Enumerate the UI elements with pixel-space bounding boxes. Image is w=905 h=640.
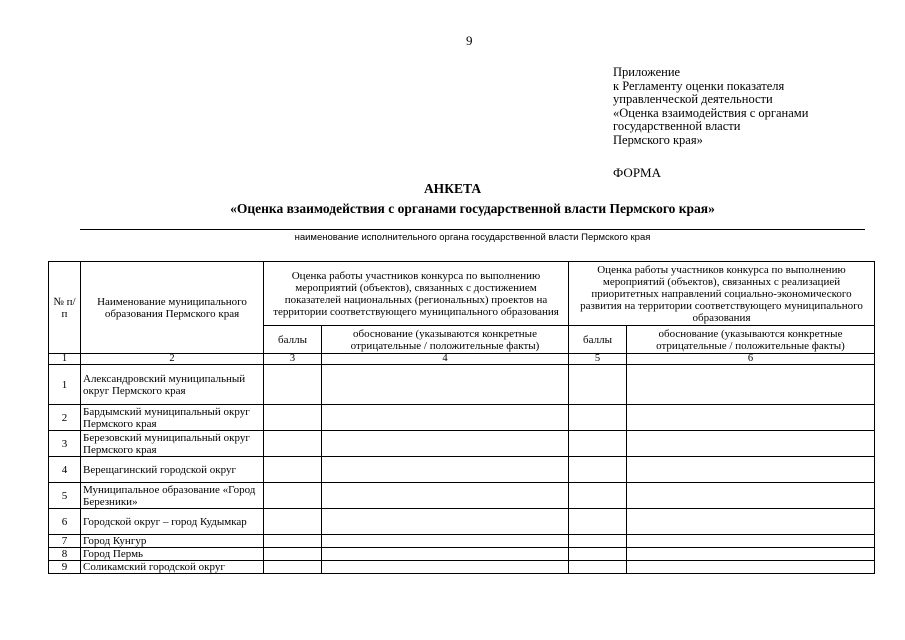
table-row bbox=[49, 365, 875, 405]
justification-cell[interactable] bbox=[322, 483, 569, 509]
header-group-national-projects: Оценка работы участников конкурса по выполнению мероприятий (объектов), связанных с достижением показателей национальных (региональных) проектов на территории соответствующего муниципального образования bbox=[264, 262, 569, 326]
municipality-name: Город Пермь bbox=[81, 548, 264, 561]
justification-cell[interactable] bbox=[322, 365, 569, 405]
score-cell[interactable] bbox=[264, 535, 322, 548]
row-number: 4 bbox=[49, 457, 81, 483]
table-row bbox=[49, 431, 875, 457]
page-number: 9 bbox=[466, 33, 473, 48]
justification-cell[interactable] bbox=[627, 431, 875, 457]
row-number: 3 bbox=[49, 431, 81, 457]
row-number: 6 bbox=[49, 509, 81, 535]
header-justification: обоснование (указываются конкретные отрицательные / положительные факты) bbox=[322, 326, 569, 354]
justification-cell[interactable] bbox=[627, 457, 875, 483]
justification-cell[interactable] bbox=[627, 483, 875, 509]
table-row bbox=[49, 548, 875, 561]
table-row bbox=[49, 405, 875, 431]
justification-cell[interactable] bbox=[322, 405, 569, 431]
appendix-line: государственной власти bbox=[613, 119, 741, 134]
justification-cell[interactable] bbox=[627, 548, 875, 561]
appendix-line: Приложение bbox=[613, 65, 681, 79]
header-justification: обоснование (указываются конкретные отрицательные / положительные факты) bbox=[627, 326, 875, 354]
document-title: АНКЕТА bbox=[423, 181, 482, 196]
column-index: 4 bbox=[322, 354, 569, 365]
header-number: № п/п bbox=[49, 262, 81, 354]
form-label: ФОРМА bbox=[613, 165, 661, 180]
column-index: 1 bbox=[49, 354, 81, 365]
header-score: баллы bbox=[264, 326, 322, 354]
score-cell[interactable] bbox=[264, 509, 322, 535]
column-index: 3 bbox=[264, 354, 322, 365]
appendix-line: управленческой деятельности bbox=[613, 92, 773, 107]
score-cell[interactable] bbox=[569, 509, 627, 535]
municipality-name: Бардымский муниципальный округ Пермского края bbox=[81, 405, 264, 431]
score-cell[interactable] bbox=[569, 365, 627, 405]
row-number: 9 bbox=[49, 561, 81, 574]
appendix-line: «Оценка взаимодействия с органами bbox=[613, 105, 809, 120]
score-cell[interactable] bbox=[569, 457, 627, 483]
score-cell[interactable] bbox=[569, 431, 627, 457]
score-cell[interactable] bbox=[264, 431, 322, 457]
municipality-name: Александровский муниципальный округ Пермского края bbox=[81, 365, 264, 405]
appendix-block bbox=[613, 66, 808, 148]
table-row bbox=[49, 457, 875, 483]
justification-cell[interactable] bbox=[627, 509, 875, 535]
score-cell[interactable] bbox=[264, 548, 322, 561]
score-cell[interactable] bbox=[264, 405, 322, 431]
justification-cell[interactable] bbox=[322, 431, 569, 457]
score-cell[interactable] bbox=[264, 483, 322, 509]
justification-cell[interactable] bbox=[627, 561, 875, 574]
appendix-line: Пермского края» bbox=[613, 132, 703, 147]
appendix-line: к Регламенту оценки показателя bbox=[613, 78, 785, 93]
municipality-name: Соликамский городской округ bbox=[81, 561, 264, 574]
fill-in-line[interactable] bbox=[80, 229, 865, 230]
score-cell[interactable] bbox=[569, 561, 627, 574]
column-index: 5 bbox=[569, 354, 627, 365]
row-number: 7 bbox=[49, 535, 81, 548]
score-cell[interactable] bbox=[569, 405, 627, 431]
municipality-name: Муниципальное образование «Город Березники» bbox=[81, 483, 264, 509]
table-row bbox=[49, 483, 875, 509]
column-index: 2 bbox=[81, 354, 264, 365]
header-municipality: Наименование муниципального образования Пермского края bbox=[81, 262, 264, 354]
justification-cell[interactable] bbox=[322, 535, 569, 548]
row-number: 8 bbox=[49, 548, 81, 561]
municipality-name: Городской округ – город Кудымкар bbox=[81, 509, 264, 535]
justification-cell[interactable] bbox=[627, 405, 875, 431]
score-cell[interactable] bbox=[569, 483, 627, 509]
justification-cell[interactable] bbox=[322, 548, 569, 561]
justification-cell[interactable] bbox=[322, 561, 569, 574]
justification-cell[interactable] bbox=[627, 365, 875, 405]
header-score: баллы bbox=[569, 326, 627, 354]
column-index-row bbox=[49, 354, 875, 365]
document-subtitle: «Оценка взаимодействия с органами государственной власти Пермского края» bbox=[230, 201, 715, 216]
column-index: 6 bbox=[627, 354, 875, 365]
score-cell[interactable] bbox=[264, 561, 322, 574]
score-cell[interactable] bbox=[569, 535, 627, 548]
header-group-priority-directions: Оценка работы участников конкурса по выполнению мероприятий (объектов), связанных с реализацией приоритетных направлений социально-экономического развития на территории соответствующего муниципального образования bbox=[569, 262, 875, 326]
score-cell[interactable] bbox=[569, 548, 627, 561]
row-number: 1 bbox=[49, 365, 81, 405]
score-cell[interactable] bbox=[264, 457, 322, 483]
table-row bbox=[49, 561, 875, 574]
table-row bbox=[49, 509, 875, 535]
municipality-name: Город Кунгур bbox=[81, 535, 264, 548]
justification-cell[interactable] bbox=[627, 535, 875, 548]
table-row bbox=[49, 535, 875, 548]
justification-cell[interactable] bbox=[322, 457, 569, 483]
assessment-table bbox=[48, 261, 875, 574]
municipality-name: Березовский муниципальный округ Пермского края bbox=[81, 431, 264, 457]
municipality-name: Верещагинский городской округ bbox=[81, 457, 264, 483]
row-number: 2 bbox=[49, 405, 81, 431]
justification-cell[interactable] bbox=[322, 509, 569, 535]
score-cell[interactable] bbox=[264, 365, 322, 405]
fill-in-caption: наименование исполнительного органа государственной власти Пермского края bbox=[294, 232, 651, 243]
row-number: 5 bbox=[49, 483, 81, 509]
